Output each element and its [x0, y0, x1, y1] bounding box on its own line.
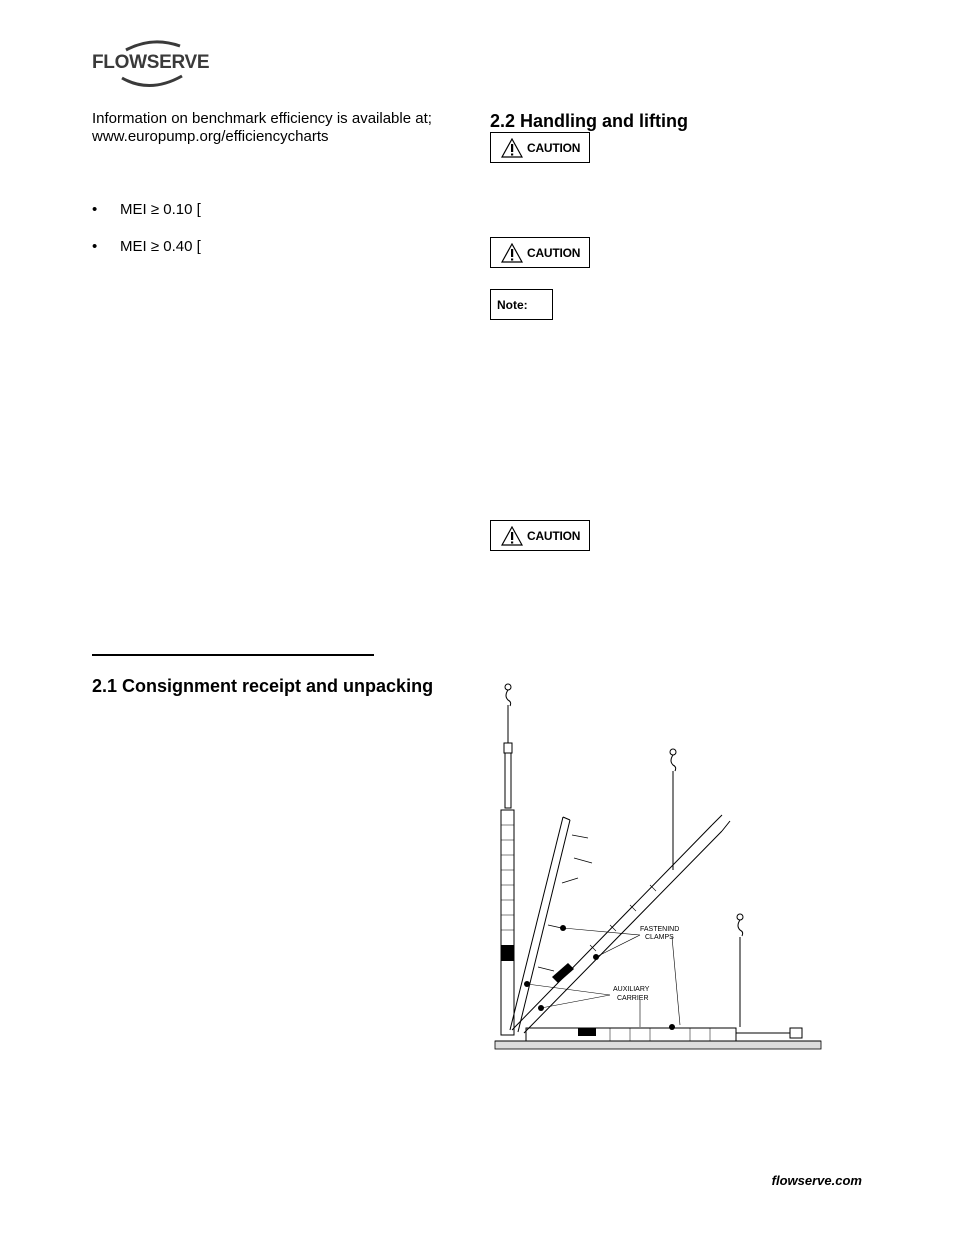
fastening-clamps-label-1: FASTENIND — [640, 926, 680, 933]
section-heading-2-2: 2.2 Handling and lifting — [490, 111, 688, 131]
section-heading-2-1: 2.1 Consignment receipt and unpacking — [92, 676, 434, 696]
caution-box — [490, 237, 590, 268]
note-label: Note: — [497, 298, 528, 312]
bullet-text: MEI ≥ 0.10 [ — [120, 201, 201, 218]
fastening-clamps-label-2: CLAMPS — [645, 934, 674, 941]
bullet-item — [92, 238, 201, 255]
caution-label: CAUTION — [527, 246, 581, 260]
caution-box — [490, 132, 590, 163]
section-divider — [92, 654, 374, 656]
caution-box — [490, 520, 590, 551]
warning-triangle-icon — [501, 243, 523, 263]
flowserve-logo — [92, 38, 208, 90]
lifting-diagram — [490, 675, 830, 1055]
ground-base — [495, 1041, 821, 1049]
footer-website: flowserve.com — [771, 1173, 862, 1188]
lifting-diagram-svg — [490, 675, 830, 1055]
bullet-item — [92, 201, 201, 218]
caution-label: CAUTION — [527, 141, 581, 155]
vertical-pump — [501, 684, 514, 1035]
bullet-dot-icon: • — [92, 238, 98, 255]
bullet-dot-icon: • — [92, 201, 98, 218]
caution-label: CAUTION — [527, 529, 581, 543]
warning-triangle-icon — [501, 138, 523, 158]
note-box — [490, 289, 553, 320]
efficiency-line-1: Information on benchmark efficiency is available at; — [92, 110, 432, 127]
bullet-text: MEI ≥ 0.40 [ — [120, 238, 201, 255]
efficiency-link: www.europump.org/efficiencycharts — [92, 128, 329, 145]
auxiliary-carrier-label-2: CARRIER — [617, 995, 649, 1002]
auxiliary-carrier — [510, 817, 592, 1032]
warning-triangle-icon — [501, 526, 523, 546]
auxiliary-carrier-label-1: AUXILIARY — [613, 986, 650, 993]
logo-wordmark: FLOWSERVE — [92, 52, 210, 73]
efficiency-info — [92, 110, 462, 146]
